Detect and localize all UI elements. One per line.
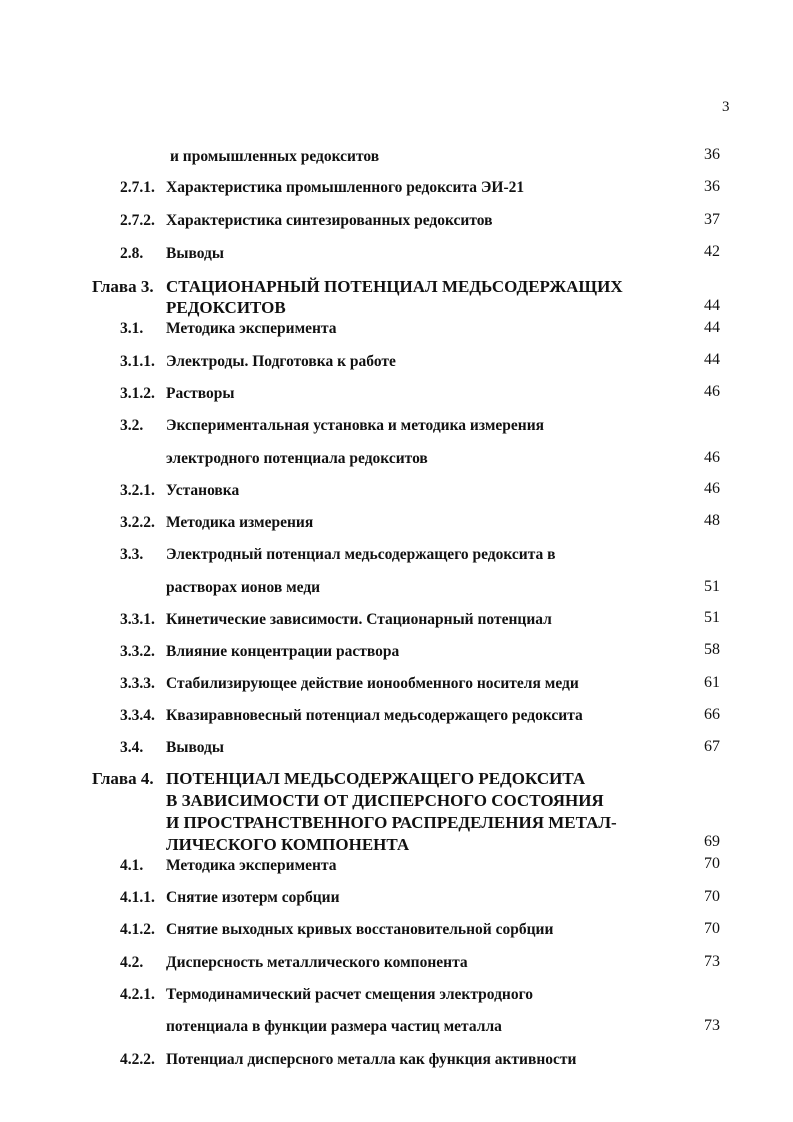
toc-entry-text: Электроды. Подготовка к работе [166,353,396,370]
chapter-label: Глава 4. [92,769,154,788]
toc-entry-text-continued: потенциала в функции размера частиц металла [166,1018,502,1035]
toc-entry-number: 4.2. [120,954,144,971]
toc-entry-number: 4.1. [120,857,144,874]
toc-page-number: 61 [704,674,720,691]
toc-entry-number: 3.4. [120,739,144,756]
toc-entry-number: 3.2. [120,417,144,434]
toc-entry-number: 3.1.1. [120,353,155,370]
toc-entry-text: Установка [166,482,240,499]
toc-entry-number: 2.7.1. [120,179,155,196]
toc-entry-text: Электродный потенциал медьсодержащего редоксита в [166,546,556,563]
toc-entry-number: 3.2.1. [120,482,155,499]
toc-entry-number: 3.3.4. [120,707,155,724]
toc-page-number: 36 [704,146,720,163]
toc-page-number: 44 [704,319,720,336]
chapter-title-line: ЛИЧЕСКОГО КОМПОНЕНТА [166,835,410,854]
toc-entry-text-continued: растворах ионов меди [166,579,321,596]
toc-entry-text: Потенциал дисперсного металла как функция активности [166,1051,577,1068]
toc-page-number: 51 [704,609,720,626]
toc-page-number: 44 [704,351,720,368]
toc-page-number: 58 [704,641,720,658]
page-number: 3 [722,99,730,115]
toc-page-number: 73 [704,953,720,970]
toc-entry-text: Влияние концентрации раствора [166,643,400,660]
toc-entry-number: 4.2.1. [120,986,155,1003]
chapter-title-line: И ПРОСТРАНСТВЕННОГО РАСПРЕДЕЛЕНИЯ МЕТАЛ- [166,813,617,832]
toc-entry-number: 3.3.2. [120,643,155,660]
chapter-title-line: СТАЦИОНАРНЫЙ ПОТЕНЦИАЛ МЕДЬСОДЕРЖАЩИХ [166,277,623,296]
toc-entry-text: Стабилизирующее действие ионообменного носителя меди [166,675,579,692]
toc-entry-text: Растворы [166,385,235,402]
toc-entry-text: Методика измерения [166,514,314,531]
toc-page-number: 70 [704,920,720,937]
toc-entry-text: Квазиравновесный потенциал медьсодержащего редоксита [166,707,583,724]
toc-page-number: 48 [704,512,720,529]
chapter-title-line: ПОТЕНЦИАЛ МЕДЬСОДЕРЖАЩЕГО РЕДОКСИТА [166,769,586,788]
toc-entry-number: 2.7.2. [120,212,155,229]
toc-page-number: 37 [704,211,720,228]
toc-entry-text: Методика эксперимента [166,857,337,874]
toc-entry-text: Кинетические зависимости. Стационарный потенциал [166,611,552,628]
toc-page-number: 44 [704,297,720,314]
toc-entry-number: 3.3.1. [120,611,155,628]
toc-entry-number: 3.3.3. [120,675,155,692]
toc-entry-text-continued: электродного потенциала редокситов [166,450,428,467]
toc-page-number: 70 [704,888,720,905]
toc-page-number: 70 [704,855,720,872]
chapter-label: Глава 3. [92,277,154,296]
toc-entry-text: Характеристика синтезированных редокситов [166,212,493,229]
chapter-title-line: В ЗАВИСИМОСТИ ОТ ДИСПЕРСНОГО СОСТОЯНИЯ [166,791,604,810]
toc-page-number: 42 [704,243,720,260]
toc-entry-number: 3.3. [120,546,144,563]
toc-entry-text: Снятие изотерм сорбции [166,889,340,906]
toc-page-number: 67 [704,738,720,755]
toc-entry-text: и промышленных редокситов [170,148,380,165]
toc-entry-text: Экспериментальная установка и методика измерения [166,417,545,434]
toc-entry-number: 2.8. [120,245,144,262]
toc-entry-text: Методика эксперимента [166,320,337,337]
toc-entry-text: Снятие выходных кривых восстановительной сорбции [166,921,554,938]
toc-page-number: 36 [704,178,720,195]
chapter-title-line: РЕДОКСИТОВ [166,298,286,317]
toc-page-number: 51 [704,578,720,595]
toc-page-number: 46 [704,480,720,497]
toc-entry-number: 3.2.2. [120,514,155,531]
toc-entry-text: Дисперсность металлического компонента [166,954,468,971]
toc-entry-number: 4.1.2. [120,921,155,938]
toc-entry-text: Характеристика промышленного редоксита ЭИ-21 [166,179,525,196]
toc-page-number: 46 [704,449,720,466]
toc-entry-text: Выводы [166,739,224,756]
toc-entry-text: Выводы [166,245,224,262]
toc-entry-text: Термодинамический расчет смещения электродного [166,986,533,1003]
toc-page-number: 66 [704,706,720,723]
toc-page-number: 69 [704,833,720,850]
toc-entry-number: 4.2.2. [120,1051,155,1068]
toc-page-number: 73 [704,1017,720,1034]
toc-entry-number: 3.1. [120,320,144,337]
toc-entry-number: 4.1.1. [120,889,155,906]
toc-page-number: 46 [704,383,720,400]
toc-entry-number: 3.1.2. [120,385,155,402]
